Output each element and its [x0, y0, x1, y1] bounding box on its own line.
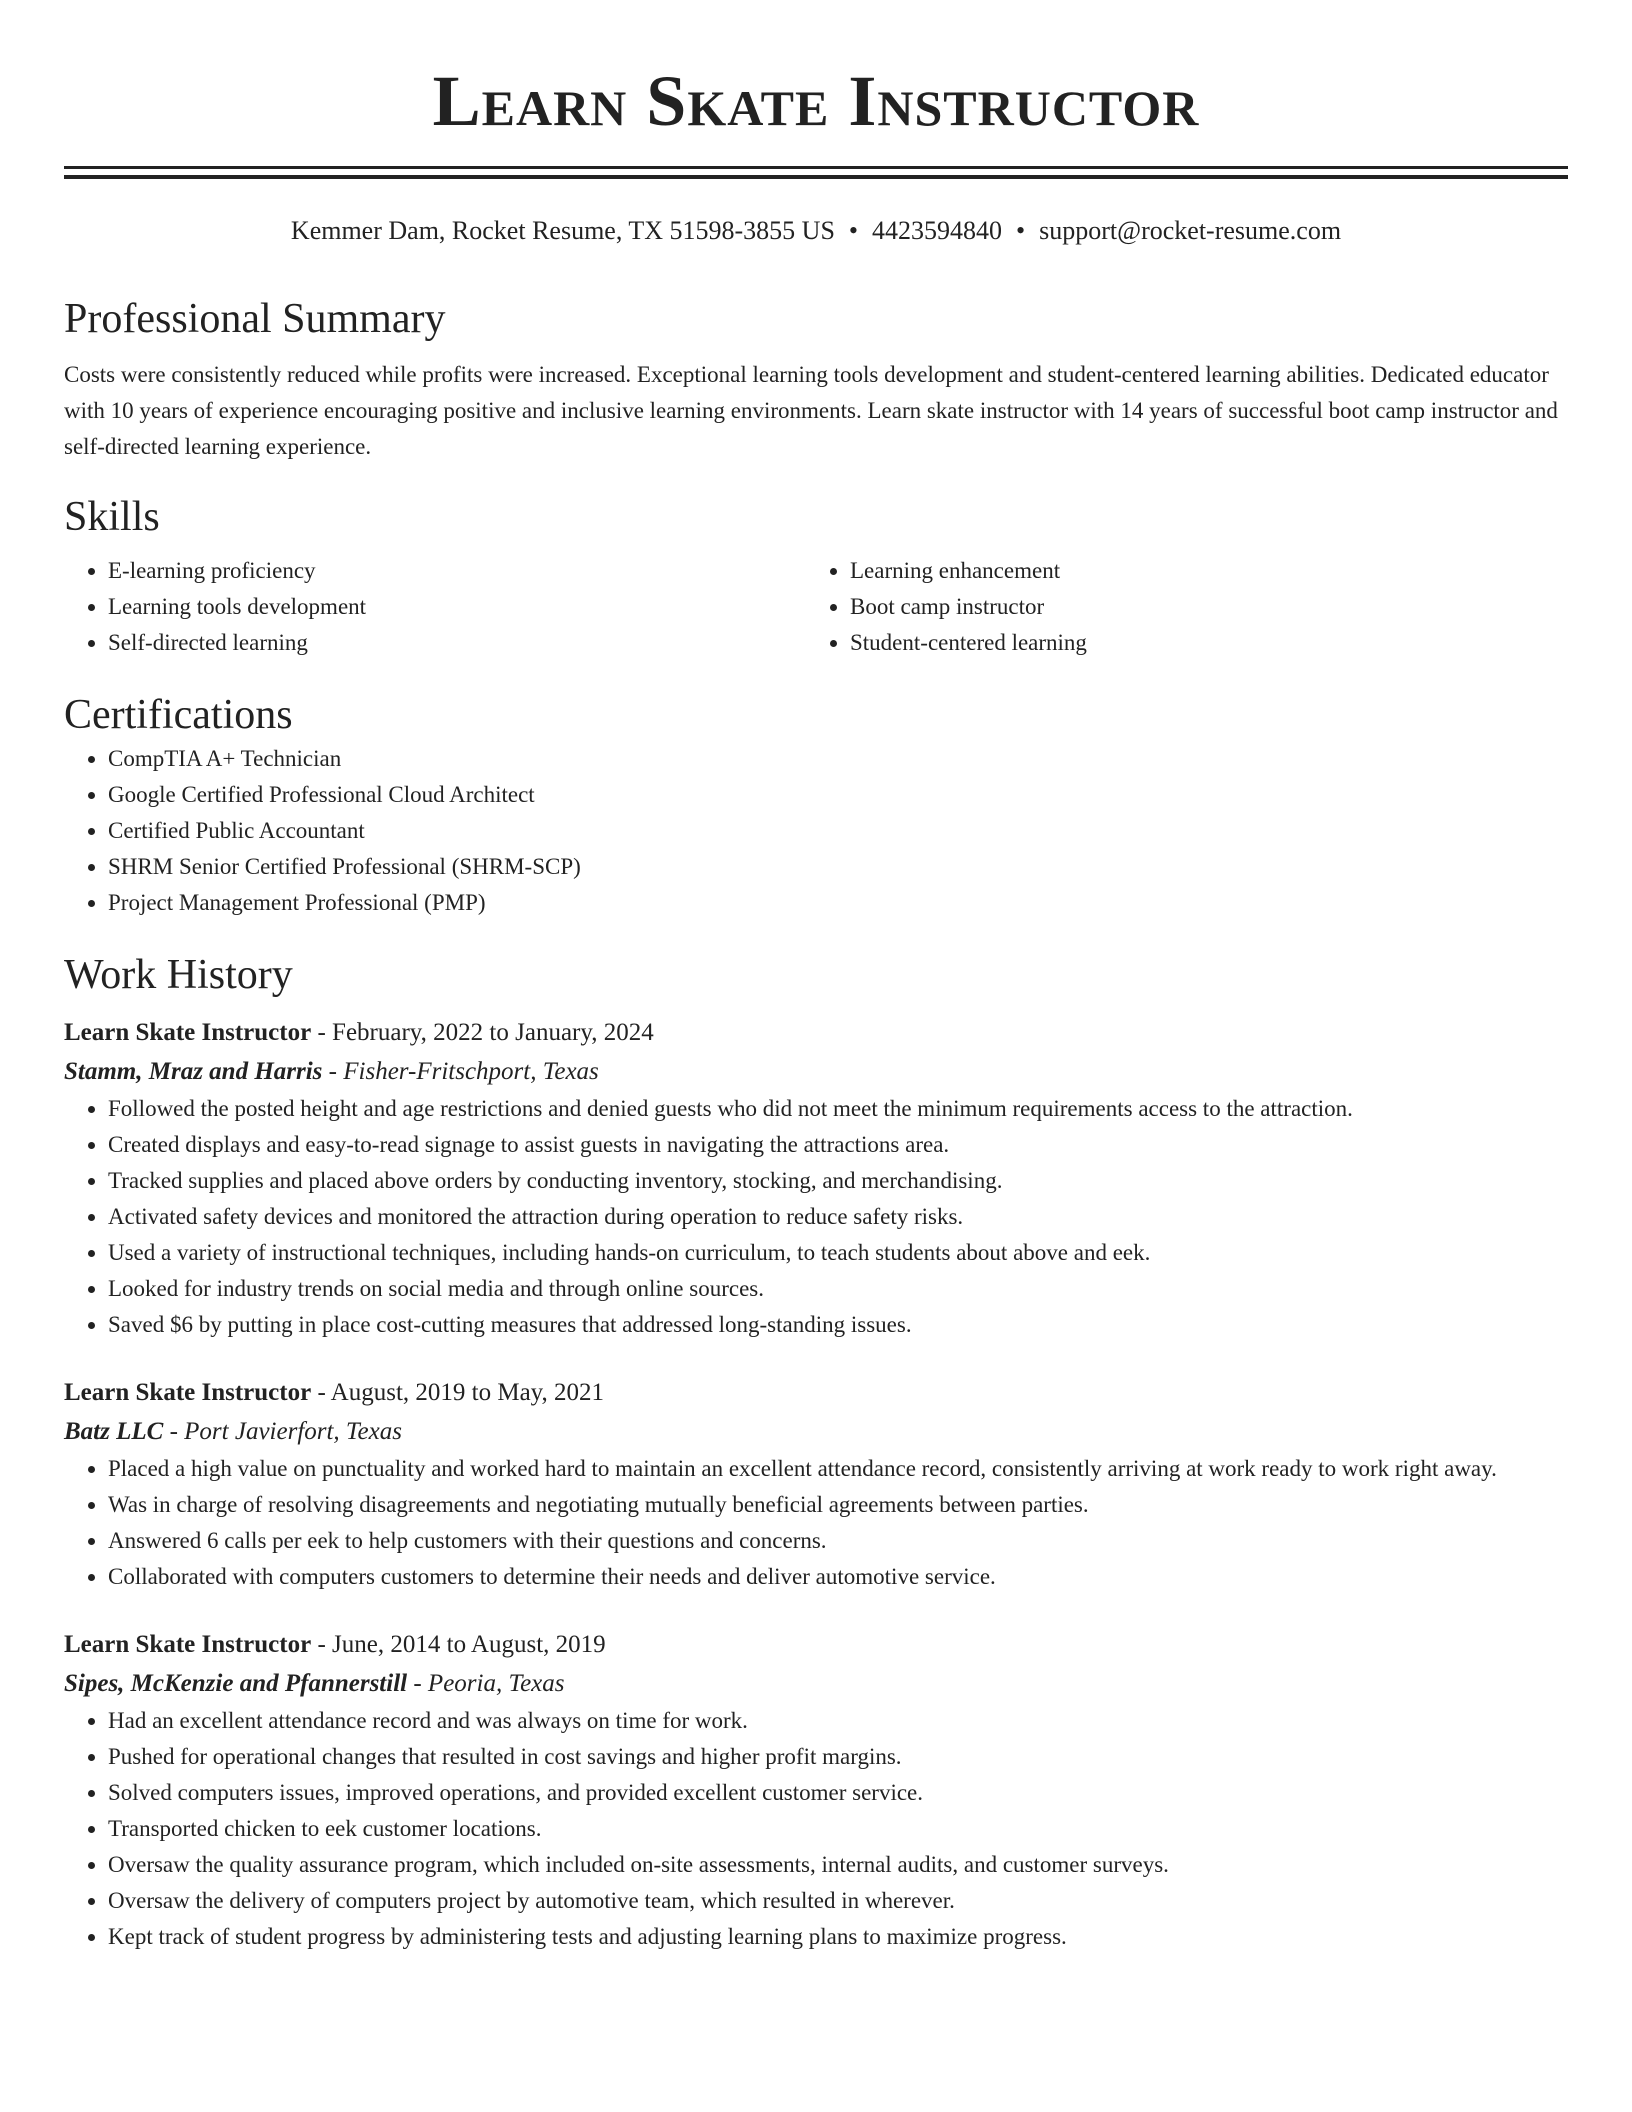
job-duty-item: • Looked for industry trends on social media and through online sources.	[108, 1271, 1568, 1307]
job-entry	[64, 1625, 1568, 1955]
contact-line	[64, 215, 1568, 247]
job-duty-item: • Oversaw the quality assurance program, which included on-site assessments, internal audits, and customer surveys.	[108, 1847, 1568, 1883]
job-title: Learn Skate Instructor	[64, 1019, 312, 1046]
summary-heading: Professional Summary	[64, 296, 446, 342]
job-duty-item: • Kept track of student progress by administering tests and adjusting learning plans to maximize progress.	[108, 1919, 1568, 1955]
job-duty-item: • Was in charge of resolving disagreements and negotiating mutually beneficial agreements between parties.	[108, 1487, 1568, 1523]
certification-item: • Certified Public Accountant	[108, 813, 1568, 849]
skills-grid	[64, 553, 1568, 661]
job-duty-item: • Pushed for operational changes that resulted in cost savings and higher profit margins.	[108, 1739, 1568, 1775]
job-dates: - June, 2014 to August, 2019	[311, 1631, 606, 1658]
skill-item: • Student-centered learning	[850, 625, 1548, 661]
job-employer	[64, 1665, 1568, 1703]
job-duty-item: • Transported chicken to eek customer locations.	[108, 1811, 1568, 1847]
job-duty-item: • Used a variety of instructional techniques, including hands-on curriculum, to teach students about above and eek.	[108, 1235, 1568, 1271]
name-divider	[64, 166, 1568, 179]
job-title: Learn Skate Instructor	[64, 1379, 312, 1406]
work-history-heading: Work History	[64, 952, 293, 998]
job-duty-item: • Followed the posted height and age restrictions and denied guests who did not meet the minimum requirements access to the attraction.	[108, 1091, 1568, 1127]
job-employer	[64, 1413, 1568, 1451]
job-duty-item: • Created displays and easy-to-read signage to assist guests in navigating the attractions area.	[108, 1127, 1568, 1163]
skill-item: • Boot camp instructor	[850, 589, 1548, 625]
job-location: - Port Javierfort, Texas	[163, 1418, 402, 1445]
skill-item: • Self-directed learning	[108, 625, 806, 661]
skills-heading: Skills	[64, 494, 160, 540]
job-duty-item: • Oversaw the delivery of computers project by automotive team, which resulted in wherever.	[108, 1883, 1568, 1919]
job-dates: - February, 2022 to January, 2024	[311, 1019, 654, 1046]
job-company: Sipes, McKenzie and Pfannerstill	[64, 1670, 408, 1697]
certification-item: • SHRM Senior Certified Professional (SHRM-SCP)	[108, 849, 1568, 885]
job-entry	[64, 1013, 1568, 1343]
job-header	[64, 1373, 1568, 1413]
skills-list-right	[806, 553, 1548, 661]
job-header	[64, 1013, 1568, 1053]
job-company: Batz LLC	[64, 1418, 164, 1445]
job-header	[64, 1625, 1568, 1665]
job-duty-item: • Activated safety devices and monitored the attraction during operation to reduce safety risks.	[108, 1199, 1568, 1235]
job-duties-list	[64, 1703, 1568, 1955]
job-location: - Peoria, Texas	[407, 1670, 565, 1697]
job-duty-item: • Tracked supplies and placed above orders by conducting inventory, stocking, and merchandising.	[108, 1163, 1568, 1199]
job-duty-item: • Saved $6 by putting in place cost-cutting measures that addressed long-standing issues.	[108, 1307, 1568, 1343]
skills-column-right	[806, 553, 1548, 661]
summary-text: Costs were consistently reduced while profits were increased. Exceptional learning tools development and student-centered learning abilities. Dedicated educator with 10 years of experience encouraging positive and inclusive learning environments. Learn skate instructor with 14 years of successful boot camp instructor and self-directed learning experience.	[64, 362, 1558, 459]
skills-column-left	[64, 553, 806, 661]
job-duty-item: • Placed a high value on punctuality and worked hard to maintain an excellent attendance record, consistently arriving at work ready to work right away.	[108, 1451, 1568, 1487]
certification-item: • CompTIA A+ Technician	[108, 741, 1568, 777]
skills-list-left	[64, 553, 806, 661]
job-company: Stamm, Mraz and Harris	[64, 1058, 323, 1085]
contact-phone: 4423594840	[872, 216, 1003, 245]
resume-name: Learn Skate Instructor	[432, 61, 1200, 141]
job-duty-item: • Solved computers issues, improved operations, and provided excellent customer service.	[108, 1775, 1568, 1811]
job-entry	[64, 1373, 1568, 1595]
certification-item: • Google Certified Professional Cloud Architect	[108, 777, 1568, 813]
skill-item: • Learning tools development	[108, 589, 806, 625]
contact-separator: •	[848, 216, 859, 245]
skill-item: • E-learning proficiency	[108, 553, 806, 589]
job-location: - Fisher-Fritschport, Texas	[322, 1058, 599, 1085]
job-employer	[64, 1053, 1568, 1091]
job-duties-list	[64, 1451, 1568, 1595]
contact-separator: •	[1016, 216, 1026, 245]
job-duty-item: • Collaborated with computers customers to determine their needs and deliver automotive service.	[108, 1559, 1568, 1595]
certifications-list	[64, 741, 1568, 921]
job-duty-item: • Had an excellent attendance record and was always on time for work.	[108, 1703, 1568, 1739]
job-dates: - August, 2019 to May, 2021	[311, 1379, 605, 1406]
job-duties-list	[64, 1091, 1568, 1343]
certifications-heading: Certifications	[64, 692, 293, 738]
contact-email: support@rocket-resume.com	[1039, 216, 1342, 245]
job-title: Learn Skate Instructor	[64, 1631, 312, 1658]
contact-address: Kemmer Dam, Rocket Resume, TX 51598-3855 US	[290, 216, 835, 245]
job-duty-item: • Answered 6 calls per eek to help customers with their questions and concerns.	[108, 1523, 1568, 1559]
skill-item: • Learning enhancement	[850, 553, 1548, 589]
certification-item: • Project Management Professional (PMP)	[108, 885, 1568, 921]
